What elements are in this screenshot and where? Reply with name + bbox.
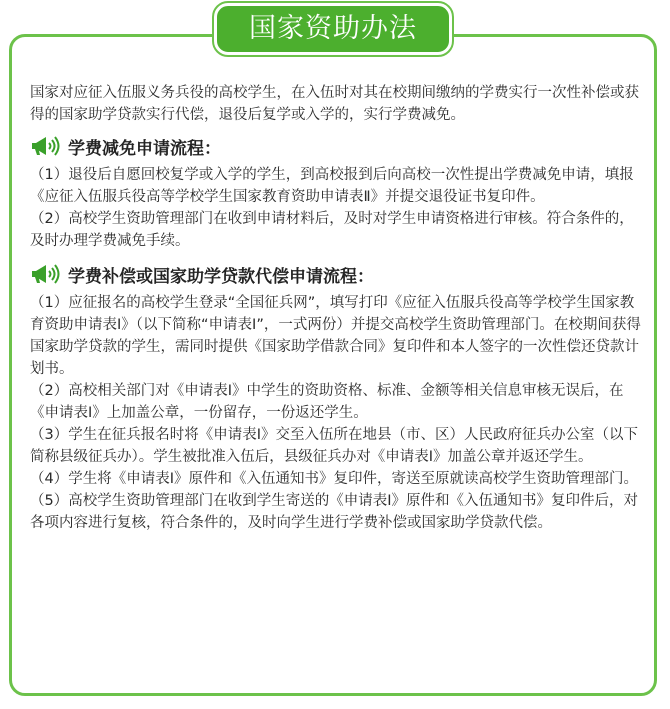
intro-paragraph: 国家对应征入伍服义务兵役的高校学生，在入伍时对其在校期间缴纳的学费实行一次性补偿或获得的国家助学贷款实行代偿，退役后复学或入学的，实行学费减免。 — [30, 85, 639, 123]
list-item: （1）应征报名的高校学生登录“全国征兵网”，填写打印《应征入伍服兵役高等学校学生国家教育资助申请表Ⅰ》（以下简称“申请表Ⅰ”，一式两份）并提交高校学生资助管理部门。在校期间获得国家助学贷款的学生，需同时提供《国家助学借款合同》复印件和本人签字的一次性偿还贷款计划书。 — [30, 295, 641, 377]
section-heading-tuition-waiver — [30, 132, 642, 160]
section-heading-compensation — [30, 260, 642, 288]
list-item: （4）学生将《申请表Ⅰ》原件和《入伍通知书》复印件，寄送至原就读高校学生资助管理部门。 — [30, 471, 638, 487]
megaphone-icon — [30, 263, 62, 285]
content — [30, 82, 642, 534]
section-heading-text: 学费补偿或国家助学贷款代偿申请流程： — [68, 266, 374, 287]
section-heading-text: 学费减免申请流程： — [68, 138, 221, 159]
list-item: （2）高校相关部门对《申请表Ⅰ》中学生的资助资格、标准、金额等相关信息审核无误后，在《申请表Ⅰ》上加盖公章，一份留存，一份返还学生。 — [30, 383, 624, 421]
list-item: （2）高校学生资助管理部门在收到申请材料后，及时对学生申请资格进行审核。符合条件的，及时办理学费减免手续。 — [30, 211, 634, 249]
megaphone-icon — [30, 135, 62, 157]
list-item: （1）退役后自愿回校复学或入学的学生，到高校报到后向高校一次性提出学费减免申请，填报《应征入伍服兵役高等学校学生国家教育资助申请表Ⅱ》并提交退役证书复印件。 — [30, 167, 634, 205]
list-item: （3）学生在征兵报名时将《申请表Ⅰ》交至入伍所在地县（市、区）人民政府征兵办公室（以下简称县级征兵办）。学生被批准入伍后，县级征兵办对《申请表Ⅰ》加盖公章并返还学生。 — [30, 427, 638, 465]
page-title: 国家资助办法 — [214, 3, 452, 55]
list-item: （5）高校学生资助管理部门在收到学生寄送的《申请表Ⅰ》原件和《入伍通知书》复印件后，对各项内容进行复核，符合条件的，及时向学生进行学费补偿或国家助学贷款代偿。 — [30, 493, 638, 531]
